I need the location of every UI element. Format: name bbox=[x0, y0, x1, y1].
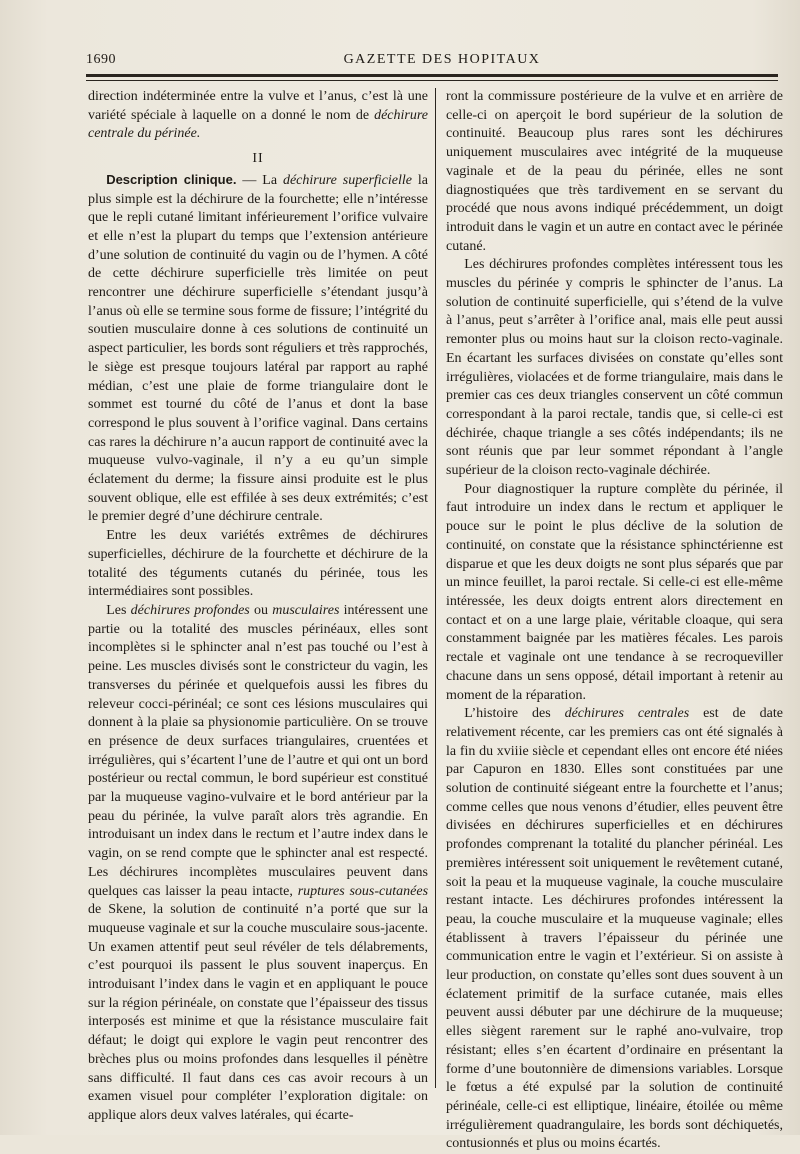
paragraph-text: de Skene, la solution de continuité n’a porté que sur la muqueuse vaginale et sur la couche musculaire sous-jacente. Un examen attentif peut seul révéler de tels délabrements, c’est pourquoi ils passent le plus souvent inaperçus. En introduisant l’index dans le vagin et en appliquant le pouce sur la région périnéale, on constate que l’épaisseur des tissus interposés est minime et que la résistance musculaire fait défaut; le doigt qui explore le vagin peut rencontrer des brèches plus ou moins profondes dans lesquelles il pénètre sans difficulté. Il faut dans ces cas avoir recours à un examen visuel pour compléter l’exploration digitale: on applique alors deux valves latérales, qui écarte- bbox=[88, 902, 428, 1123]
paragraph-text: direction indéterminée entre la vulve et l’anus, c’est là une variété spéciale à laquelle on a donné le nom de bbox=[88, 89, 428, 123]
header-rule-thick bbox=[86, 74, 778, 77]
paragraph bbox=[88, 602, 428, 1126]
paragraph-text: la plus simple est la déchirure de la fourchette; elle n’intéresse que le repli cutané limitant inférieurement l’orifice vulvaire et elle n’est la plupart du temps que l’extension antérieure d’une solution de continuité du vagin ou de l’hymen. A côté de cette déchirure superficielle très limitée on peut rencontrer une déchirure superficielle s’étendant jusqu’à l’anus où elle se termine sous forme de fissure; l’intégrité du soutien musculaire donne à ces solutions de continuité un aspect particulier, les bords sont réguliers et très rapprochés, le siège est presque toujours latéral par rapport au raphé médian, c’est une plaie de forme triangulaire dont le sommet est tourné du côté de l’anus et dont la base correspond le plus souvent à l’orifice vaginal. Dans certains cas rares la déchirure n’a aucun rapport de continuité avec la muqueuse vulvo-vaginale, il n’y a eu qu’un simple éclatement du derme; la fissure ainsi produite est le plus souvent oblique, elle est effilée à ses deux extrémités; c’est le premier degré d’une déchirure centrale. bbox=[88, 172, 429, 525]
paragraph bbox=[446, 705, 783, 1154]
emphasis-text: déchirures profondes bbox=[130, 602, 250, 618]
column-divider bbox=[435, 88, 436, 1088]
section-heading: Description clinique. bbox=[106, 171, 237, 187]
emphasis-text: musculaires bbox=[272, 602, 340, 618]
paragraph-text: L’histoire des bbox=[464, 706, 565, 722]
paragraph-text: est de date relativement récente, car les premiers cas ont été signalés à la fin du xviiie siècle et cependant elles ont encore été niées par Capuron en 1830. Elles sont constituées par une solution de continuité siégeant entre la fourchette et l’anus; comme celles que nous venons d’étudier, elles peuvent être divisées en déchirures superficielles et en déchirures profondes comprenant la totalité du plancher périnéal. Les premières intéressent soit uniquement le revêtement cutané, soit la peau et la muqueuse vaginale, la couche musculaire restant intacte. Les déchirures profondes intéressent la peau, la couche musculaire et la muqueuse vaginale; elles établissent à travers l’épaisseur du périnée une communication entre le vagin et l’extérieur. Si on assiste à leur production, on constate qu’elles sont dues souvent à un éclatement primitif de la surface cutanée, mais elles peuvent aussi débuter par une déchirure de la muqueuse; elles siègent rarement sur le raphé ano-vulvaire, trop résistant; elles s’en écartent d’ordinaire en présentant la forme d’une boutonnière de dimensions variables. Lorsque le fœtus a été expulsé par la solution de continuité périnéale, celle-ci est elliptique, linéaire, étoilée ou même irrégulièrement quadrangulaire, les bords sont déchiquetés, contusionnés et plus ou moins écartés. bbox=[446, 706, 783, 1152]
paragraph bbox=[88, 171, 428, 527]
section-numeral: II bbox=[252, 151, 264, 167]
paragraph bbox=[88, 88, 428, 144]
paragraph: Pour diagnostiquer la rupture complète du périnée, il faut introduire un index dans le rectum et appliquer le pouce sur le point le plus déclive de la solution de continuité, on constate que la résistance sphinctérienne est disparue et que les deux doigts ne sont plus séparés que par un mince feuillet, la paroi rectale. Si celle-ci est elle-même intéressée, les deux doigts entrent alors directement en contact et on a une large plaie, véritable cloaque, qui sera constamment baignée par les matières fécales. Les parois rectale et vaginale ont une tendance à se recroqueviller chacune dans un sens opposé, détail important à retenir au moment de la réparation. bbox=[446, 481, 783, 703]
paragraph: ront la commissure postérieure de la vulve et en arrière de celle-ci on aperçoit le bord supérieur de la solution de continuité. Beaucoup plus rares sont les déchirures uniquement musculaires avec intégrité de la muqueuse vaginale et de la peau du périnée, elles ne sont diagnostiquées que très tardivement en se servant du procédé que nous avons indiqué précédemment, un doigt introduit dans le vagin et un autre en contact avec le périnée cutané. bbox=[446, 89, 783, 254]
journal-title: GAZETTE DES HOPITAUX bbox=[343, 52, 541, 67]
emphasis-text: ruptures sous-cutanées bbox=[297, 883, 429, 899]
page-number: 1690 bbox=[86, 52, 116, 67]
paragraph-text: ou bbox=[249, 602, 273, 618]
paragraph-text: intéressent une partie ou la totalité des muscles périnéaux, elles sont incomplètes si le sphincter anal n’est pas touché ou l’est à peine. Les muscles divisés sont le constricteur du vagin, les transverses du périnée et quelquefois aussi les fibres du releveur cocci-périnéal; ce sont ces lésions musculaires qui donnent à la plaie sa physionomie particulière. On se trouve en présence de deux surfaces triangulaires, cruentées et irrégulières, qui s’écartent l’une de l’autre et qui ont un bord postérieur ou rectal commun, le bord supérieur est constitué par la muqueuse vagino-vulvaire et le bord antérieur par la peau du périnée, la vulve paraît alors très agrandie. En introduisant un index dans le rectum et l’autre index dans le vagin, on se rend compte que le sphincter anal est respecté. Les déchirures incomplètes musculaires peuvent dans quelques cas laisser la peau intacte, bbox=[88, 602, 428, 899]
paragraph: Les déchirures profondes complètes intéressent tous les muscles du périnée y compris le sphincter de l’anus. La solution de continuité superficielle, qui s’étend de la vulve à l’anus, peut s’arrêter à l’orifice anal, mais elle peut aussi remonter plus ou moins haut sur la cloison recto-vaginale. En écartant les surfaces divisées on constate qu’elles sont irrégulières, violacées et de forme triangulaire, mais dans le premier cas ces deux triangles conservent un côté commun correspondant à la paroi rectale, tandis que, si celle-ci est déchirée, chaque triangle a ses côtés indépendants; ils ne sont réunis que par leur sommet répondant à l’angle supérieur de la cloison recto-vaginale déchirée. bbox=[446, 257, 783, 479]
paragraph-text: Les bbox=[106, 602, 131, 618]
paragraph: Entre les deux variétés extrêmes de déchirures superficielles, déchirure de la fourchette et déchirure de la totalité des téguments cutanés du périnée, tous les intermédiaires sont possibles. bbox=[88, 528, 428, 600]
paragraph-text: — La bbox=[236, 172, 283, 188]
emphasis-text: déchirure superficielle bbox=[282, 172, 412, 188]
emphasis-text: déchirure centrale du périnée. bbox=[88, 107, 429, 142]
left-column bbox=[88, 88, 428, 1126]
emphasis-text: déchirures centrales bbox=[564, 706, 690, 722]
header-rule-thin bbox=[86, 80, 778, 81]
right-column bbox=[446, 88, 783, 1154]
page-header bbox=[86, 52, 778, 74]
